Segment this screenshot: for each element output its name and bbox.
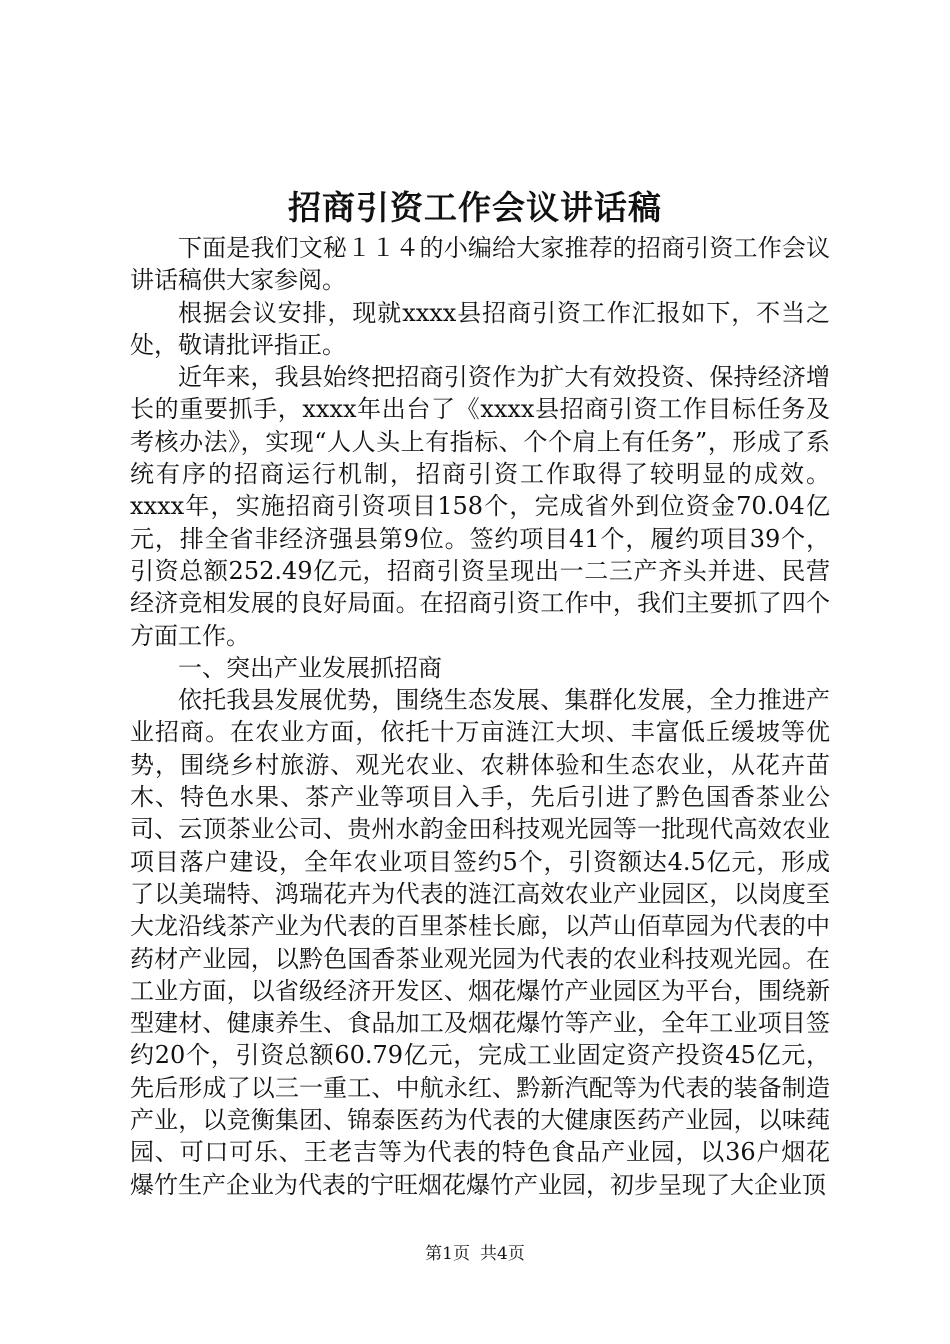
paragraph-overview: 近年来，我县始终把招商引资作为扩大有效投资、保持经济增长的重要抓手，xxxx年出台了《xxxx县招商引资工作目标任务及考核办法》，实现“人人头上有指标、个个肩上有任务”，形成了系统有序的招商运行机制，招商引资工作取得了较明显的成效。xxxx年，实施招商引资项目158个，完成省外到位资金70.04亿元，排全省非经济强县第9位。签约项目41个，履约项目39个，引资总额252.49亿元，招商引资呈现出一二三产齐头并进、民营经济竞相发展的良好局面。在招商引资工作中，我们主要抓了四个方面工作。 [130,363,830,650]
page-total: 共4页 [480,1244,525,1264]
document-body [130,232,830,1201]
document-title: 招商引资工作会议讲话稿 [288,188,662,227]
paragraph-opening: 根据会议安排，现就xxxx县招商引资工作汇报如下，不当之处，敬请批评指正。 [130,298,830,359]
paragraph-intro: 下面是我们文秘１１４的小编给大家推荐的招商引资工作会议讲话稿供大家参阅。 [130,234,830,295]
page-footer [0,1243,950,1265]
section-heading-1: 一、突出产业发展抓招商 [178,653,442,682]
page-number: 第1页 [425,1244,470,1264]
paragraph-industry: 依托我县发展优势，围绕生态发展、集群化发展，全力推进产业招商。在农业方面，依托十万亩涟江大坝、丰富低丘缓坡等优势，围绕乡村旅游、观光农业、农耕体验和生态农业，从花卉苗木、特色水果、茶产业等项目入手，先后引进了黔色国香茶业公司、云顶茶业公司、贵州水韵金田科技观光园等一批现代高效农业项目落户建设，全年农业项目签约5个，引资额达4.5亿元，形成了以美瑞特、鸿瑞花卉为代表的涟江高效农业产业园区，以岗度至大龙沿线茶产业为代表的百里茶桂长廊，以芦山佰草园为代表的中药材产业园，以黔色国香茶业观光园为代表的农业科技观光园。在工业方面，以省级经济开发区、烟花爆竹产业园区为平台，围绕新型建材、健康养生、食品加工及烟花爆竹等产业，全年工业项目签约20个，引资总额60.79亿元，完成工业固定资产投资45亿元，先后形成了以三一重工、中航永红、黔新汽配等为代表的装备制造产业，以竞衡集团、锦泰医药为代表的大健康医药产业园，以味莼园、可口可乐、王老吉等为代表的特色食品产业园，以36户烟花爆竹生产企业为代表的宁旺烟花爆竹产业园，初步呈现了大企业顶 [130,686,830,1199]
